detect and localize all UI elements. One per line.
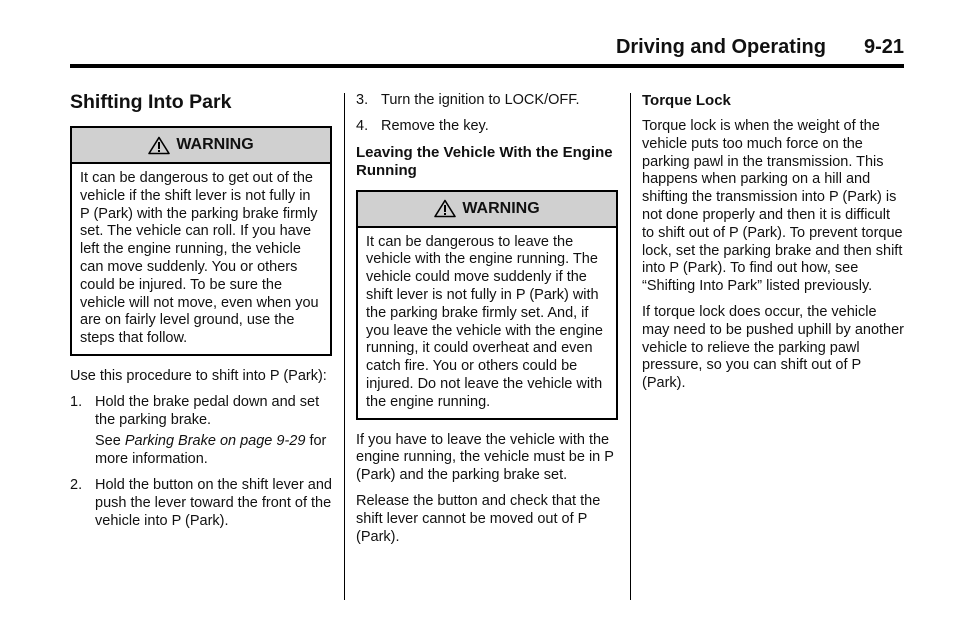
column-1 (70, 90, 332, 538)
step-item (356, 118, 618, 136)
procedure-steps-continued (356, 92, 618, 136)
warning-header (72, 128, 330, 164)
warning-text: It can be dangerous to leave the vehicle with the engine running. The vehicle could move suddenly if the shift lever is not fully in P (Park) with the parking brake firmly set. And, if you leave the vehicle with the engine running, it could overheat and even catch fire. You or others could be injured. Do not leave the vehicle with the engine running. (366, 233, 603, 410)
section-heading: Torque Lock (642, 92, 731, 109)
page-header (70, 36, 904, 68)
warning-triangle-icon (434, 199, 456, 218)
paragraph: Torque lock is when the weight of the vehicle puts too much force on the parking pawl in the transmission. This happens when parking on a hill and shifting the transmission into P (Park) is not done properly and then it is difficult to shift out of P (Park). To prevent torque lock, set the parking brake and then shift into P (Park). To find out how, see “Shifting Into Park” listed previously. (642, 118, 903, 295)
procedure-intro: Use this procedure to shift into P (Park): (70, 367, 327, 384)
page-number: 9-21 (863, 36, 904, 58)
cross-reference-link[interactable]: Parking Brake on page 9‑29 (124, 433, 306, 450)
page-title: Shifting Into Park (70, 91, 232, 113)
section-title: Driving and Operating (615, 36, 826, 58)
column-divider (630, 93, 631, 600)
paragraph: If you have to leave the vehicle with the engine running, the vehicle must be in P (Park) and the parking brake set. (356, 431, 614, 484)
step-item (70, 394, 332, 469)
warning-label: WARNING (462, 199, 540, 217)
paragraph: Release the button and check that the shift lever cannot be moved out of P (Park). (356, 492, 601, 545)
step-text: Hold the button on the shift lever and push the lever toward the front of the vehicle into P (Park). (95, 476, 332, 529)
paragraph: If torque lock does occur, the vehicle may need to be pushed uphill by another vehicle to relieve the parking pawl pressure, so you can shift out of P (Park). (642, 303, 904, 392)
warning-box (70, 126, 332, 356)
column-3 (642, 92, 904, 401)
step-text: Hold the brake pedal down and set the parking brake. (95, 393, 320, 428)
see-reference (95, 433, 332, 469)
see-suffix: for more information. (95, 433, 327, 468)
column-divider (344, 93, 345, 600)
step-text: Remove the key. (381, 117, 489, 134)
step-number: 3. (356, 92, 369, 108)
warning-text: It can be dangerous to get out of the vehicle if the shift lever is not fully in P (Park) with the parking brake firmly set. The vehicle can roll. If you have left the engine running, the vehicle can move suddenly. You or others could be injured. To be sure the vehicle will not move, even when you are on fairly level ground, use the steps that follow. (80, 170, 319, 347)
see-prefix: See (95, 433, 121, 450)
step-item (70, 477, 332, 530)
step-text: Turn the ignition to LOCK/OFF. (381, 92, 580, 108)
warning-triangle-icon (148, 136, 170, 155)
step-item (356, 92, 618, 110)
step-number: 2. (70, 476, 83, 493)
procedure-steps (70, 394, 332, 531)
warning-label: WARNING (176, 136, 254, 154)
section-heading: Leaving the Vehicle With the Engine Running (356, 143, 613, 179)
step-number: 1. (70, 393, 83, 410)
step-number: 4. (356, 117, 369, 134)
warning-header (358, 192, 616, 228)
column-2 (356, 92, 618, 554)
warning-box (356, 190, 618, 420)
